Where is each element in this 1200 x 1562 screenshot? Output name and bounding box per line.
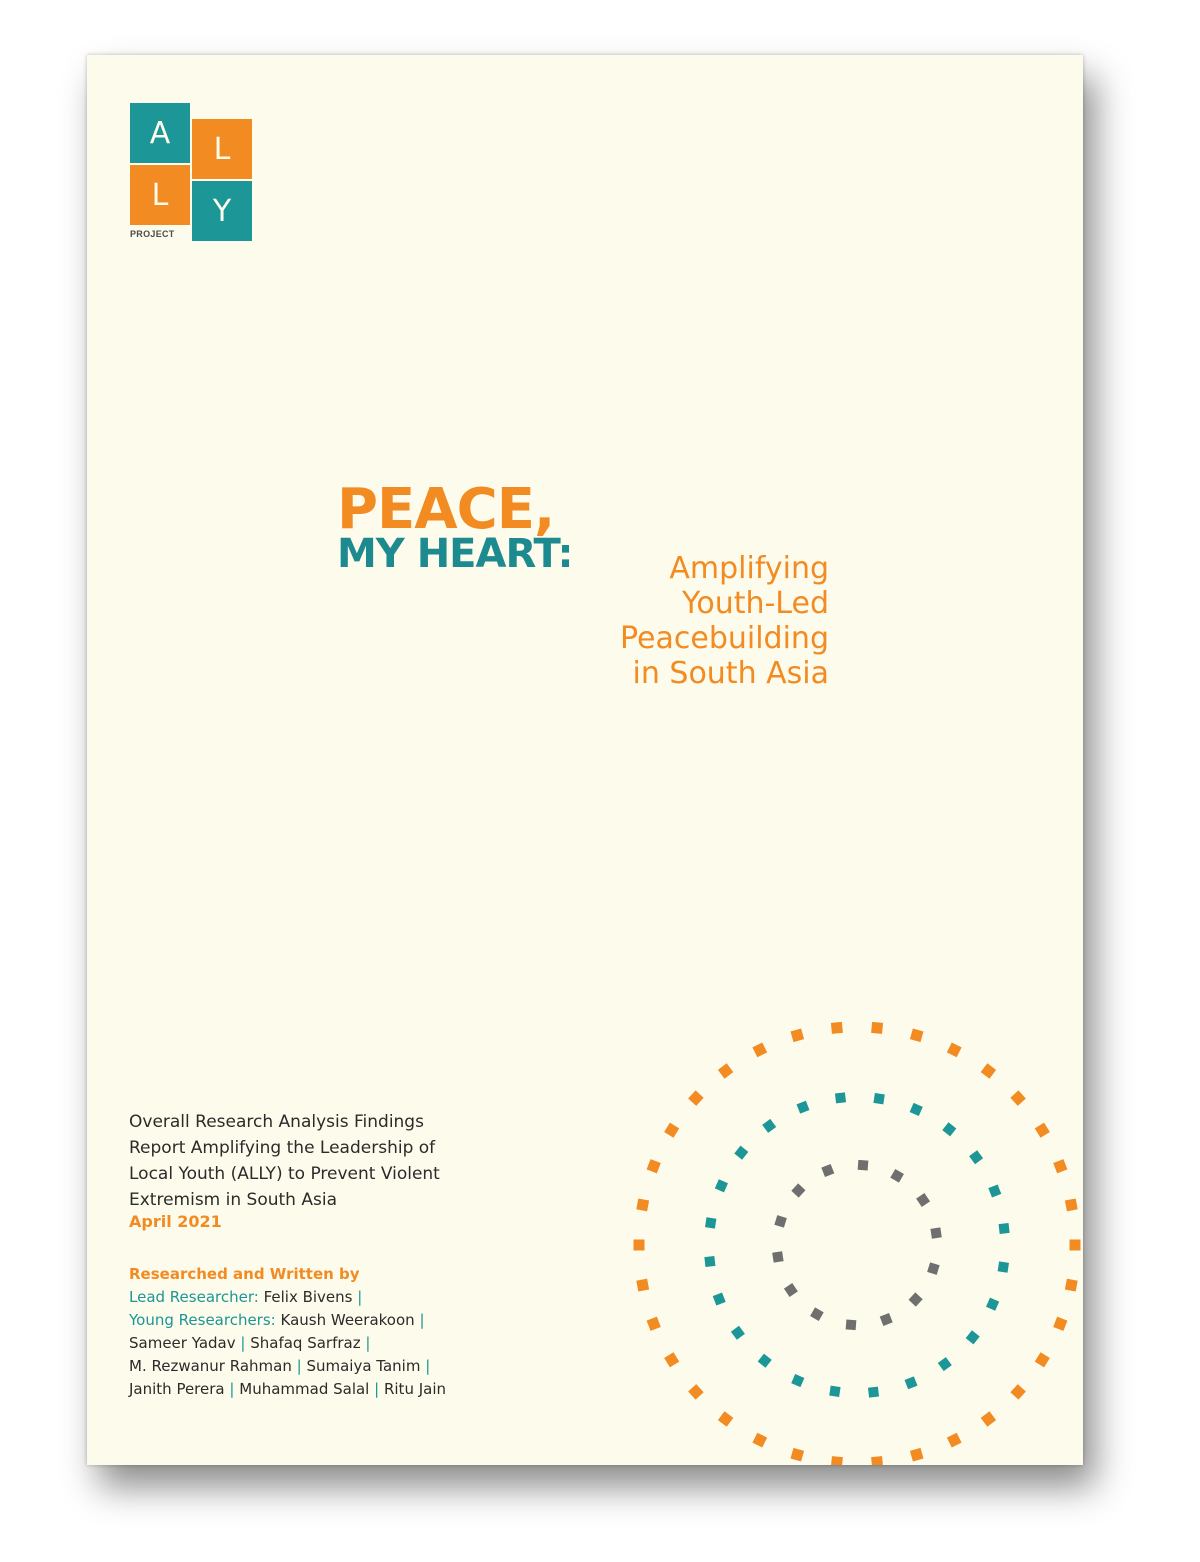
separator: | [419, 1311, 425, 1329]
young-researchers-line [129, 1309, 549, 1332]
subtitle-line: in South Asia [632, 656, 829, 691]
ring-dot [647, 1317, 661, 1331]
ring-dot [1065, 1198, 1078, 1211]
ring-dot [1035, 1352, 1050, 1367]
logo-subtitle: PROJECT [130, 229, 175, 239]
ring-dot [835, 1092, 846, 1103]
separator: | [357, 1288, 363, 1306]
ring-dot [938, 1357, 952, 1371]
ring-dot [810, 1307, 824, 1321]
description-line: Report Amplifying the Leadership of [129, 1138, 436, 1158]
report-cover [87, 55, 1083, 1465]
researcher-name: M. Rezwanur Rahman [129, 1357, 292, 1375]
ring-dot [868, 1387, 879, 1398]
ring-dot [791, 1183, 805, 1197]
ring-dot [890, 1169, 904, 1183]
ring-dot [909, 1292, 923, 1306]
ring-dot [969, 1150, 983, 1164]
ring-dot [947, 1433, 962, 1448]
logo-tile-l: L [192, 119, 252, 179]
ring-dot [916, 1193, 930, 1207]
ring-dot [1010, 1090, 1026, 1106]
report-description [129, 1109, 529, 1213]
ring-dot [664, 1123, 679, 1138]
ring-dot [1010, 1384, 1026, 1400]
ring-dot [1065, 1279, 1078, 1292]
credits [129, 1263, 549, 1401]
report-subtitle [620, 551, 829, 691]
ring-dot [705, 1217, 716, 1228]
researcher-name: Janith Perera [129, 1380, 225, 1398]
ring-dot [791, 1448, 805, 1462]
ring-dot [636, 1279, 649, 1292]
ring-dot [981, 1411, 996, 1426]
ring-dot [871, 1022, 883, 1034]
ring-dot [910, 1448, 924, 1462]
subtitle-line: Peacebuilding [620, 621, 829, 656]
researcher-name: Sameer Yadav [129, 1334, 236, 1352]
ring-dot [910, 1103, 923, 1116]
logo-tile-y: Y [192, 181, 252, 241]
ring-dot [634, 1240, 645, 1251]
ring-dot [774, 1215, 787, 1228]
ring-dot [762, 1119, 776, 1133]
ring-dot [821, 1164, 834, 1177]
researcher-name: Sumaiya Tanim [306, 1357, 421, 1375]
researcher-name: Shafaq Sarfraz [250, 1334, 361, 1352]
ring-dot [947, 1043, 962, 1058]
lead-researcher-name: Felix Bivens [263, 1288, 353, 1306]
ring-dot [999, 1223, 1010, 1234]
ring-dot [998, 1261, 1009, 1272]
ring-dot [942, 1122, 956, 1136]
ring-dot [930, 1227, 941, 1238]
ring-dot [791, 1029, 805, 1043]
ring-dot [831, 1456, 843, 1465]
young-researchers-role: Young Researchers: [129, 1311, 276, 1329]
ring-dot [636, 1198, 649, 1211]
researcher-name: Ritu Jain [383, 1380, 447, 1398]
ring-dot [752, 1433, 767, 1448]
ring-dot [772, 1251, 783, 1262]
ring-dot [752, 1043, 767, 1058]
ring-dot [718, 1411, 733, 1426]
description-line: Extremism in South Asia [129, 1190, 337, 1210]
ring-dot [704, 1256, 715, 1267]
ring-dot [715, 1179, 728, 1192]
ring-dot [966, 1330, 980, 1344]
logo-tile-l-second: L [130, 165, 190, 225]
ring-dot [858, 1160, 869, 1171]
ring-dot [734, 1146, 748, 1160]
researchers-line [129, 1355, 549, 1378]
ring-dot [910, 1029, 924, 1043]
researchers-line [129, 1332, 549, 1355]
ring-dot [981, 1063, 996, 1078]
ring-dot [688, 1090, 704, 1106]
separator: | [374, 1380, 380, 1398]
report-date: April 2021 [129, 1212, 222, 1231]
description-line: Local Youth (ALLY) to Prevent Violent [129, 1164, 440, 1184]
ring-dot [784, 1283, 798, 1297]
ring-dot [986, 1298, 999, 1311]
researcher-name: Kaush Weerakoon [280, 1311, 415, 1329]
ring-dot [871, 1456, 883, 1465]
ring-dot [797, 1101, 810, 1114]
ring-dot [831, 1022, 843, 1034]
ring-dot [829, 1386, 840, 1397]
ring-dot [880, 1313, 893, 1326]
ring-dot [791, 1374, 804, 1387]
subtitle-line: Youth-Led [682, 586, 829, 621]
ring-dot [1053, 1159, 1067, 1173]
title-line-2: MY HEART: [337, 531, 573, 577]
ring-dot [713, 1293, 726, 1306]
researchers-line [129, 1378, 549, 1401]
separator: | [240, 1334, 246, 1352]
ring-dot [905, 1376, 918, 1389]
ring-dot [758, 1354, 772, 1368]
separator: | [229, 1380, 235, 1398]
dotted-rings-decoration [607, 995, 1083, 1465]
ring-dot [988, 1185, 1001, 1198]
ring-dot [688, 1384, 704, 1400]
logo-tile-a: A [130, 103, 190, 163]
researcher-name: Muhammad Salal [239, 1380, 370, 1398]
separator: | [425, 1357, 431, 1375]
ring-dot [1053, 1317, 1067, 1331]
ally-project-logo [130, 103, 252, 243]
ring-dot [664, 1352, 679, 1367]
ring-dot [718, 1063, 733, 1078]
lead-researcher-line [129, 1286, 549, 1309]
ring-dot [927, 1262, 940, 1275]
ring-dot [1070, 1240, 1081, 1251]
credits-heading: Researched and Written by [129, 1265, 360, 1283]
ring-dot [731, 1326, 745, 1340]
ring-dot [647, 1159, 661, 1173]
ring-dot [846, 1319, 857, 1330]
lead-researcher-role: Lead Researcher: [129, 1288, 259, 1306]
ring-dot [873, 1093, 884, 1104]
subtitle-line: Amplifying [669, 551, 829, 586]
description-line: Overall Research Analysis Findings [129, 1112, 424, 1132]
title-line-1: PEACE, [337, 477, 555, 542]
separator: | [296, 1357, 302, 1375]
ring-dot [1035, 1123, 1050, 1138]
separator: | [365, 1334, 371, 1352]
